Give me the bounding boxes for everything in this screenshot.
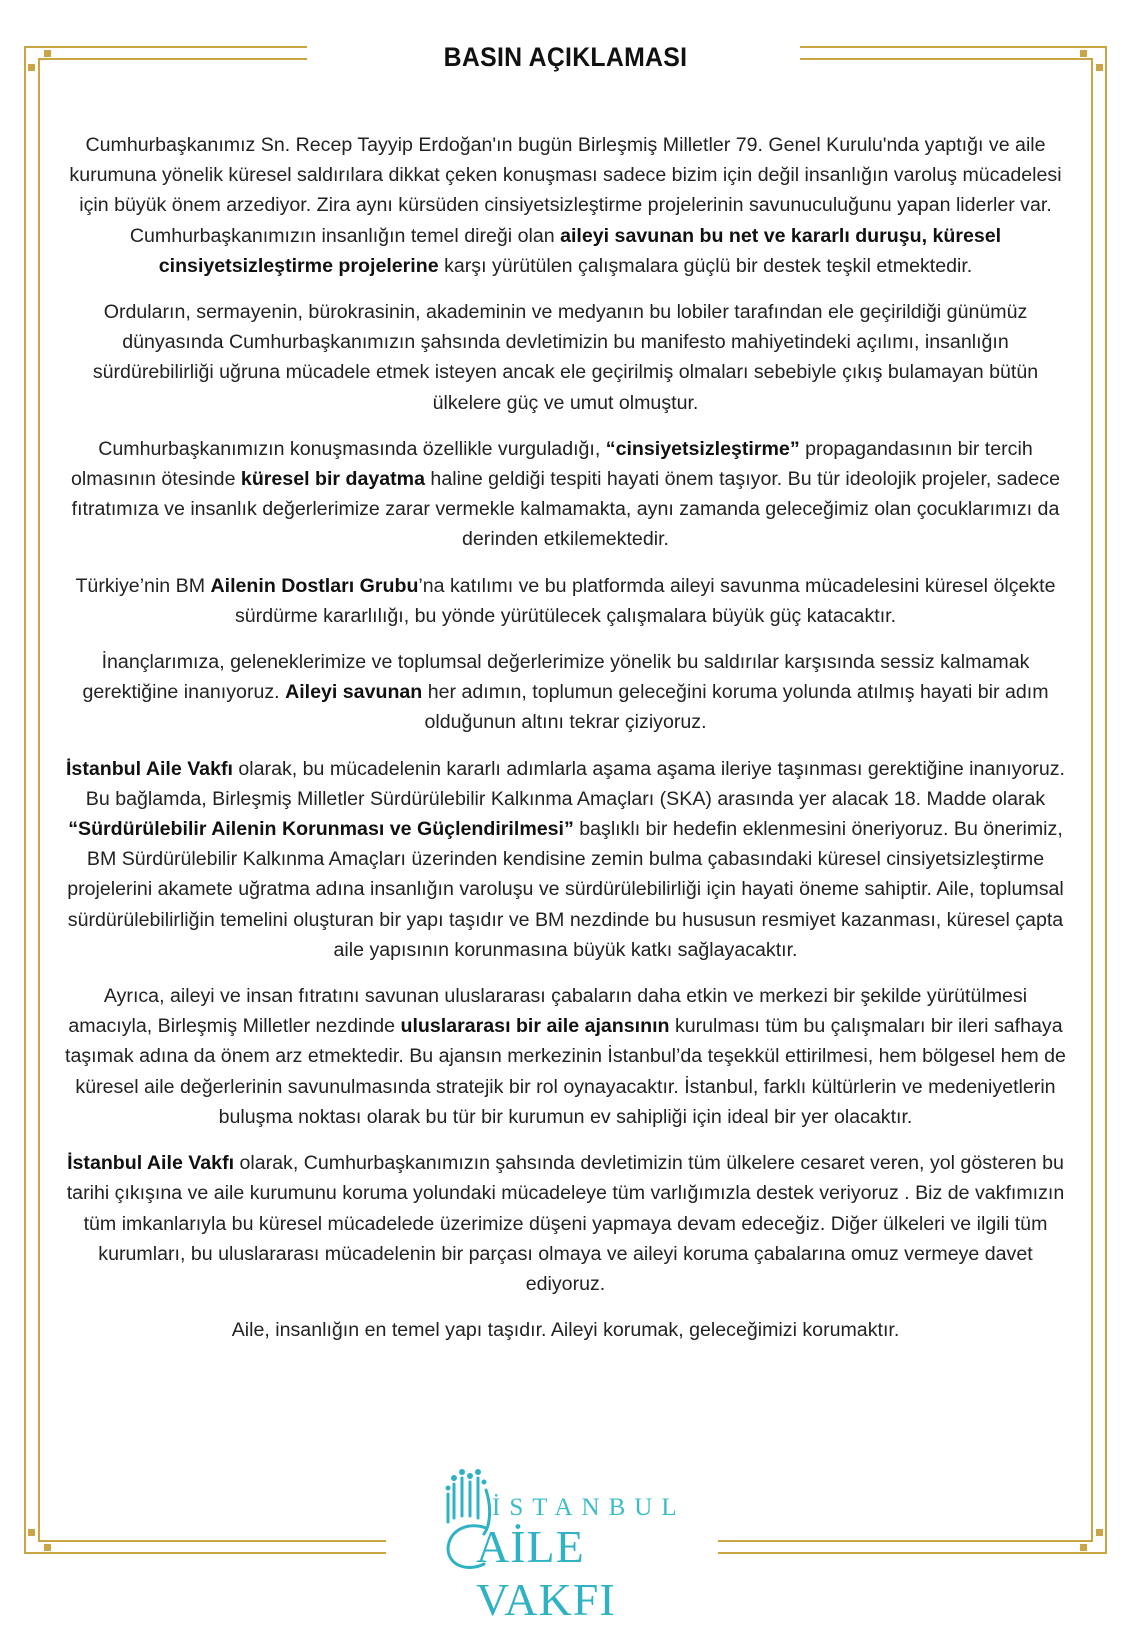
text-span: karşı yürütülen çalışmalara güçlü bir destek teşkil etmektedir. [438, 254, 973, 277]
paragraph [62, 297, 1069, 418]
bold-text: “Sürdürülebilir Ailenin Korunması ve Güçlendirilmesi” [68, 818, 574, 841]
text-span: başlıklı bir hedefin eklenmesini öneriyoruz. Bu önerimiz, BM Sürdürülebilir Kalkınma Amaçları üzerinden kendisine zemin bulma çabasındaki küresel cinsiyetsizleştirme projelerini akamete uğratma adına insanlığın varoluşu ve sürdürülebilirliği için hayati öneme sahiptir. Aile, toplumsal sürdürülebilirliğin temelini oluşturan bir yapı taşıdır ve BM nezdinde bu hususun resmiyet kazanması, küresel çapta aile yapısının korunmasına büyük katkı sağlayacaktır. [67, 818, 1064, 961]
text-span: kurulması tüm bu çalışmaları bir ileri safhaya taşımak adına da önem arz etmektedir. Bu ajansın merkezinin İstanbul’da teşekkül ettirilmesi, hem bölgesel hem de küresel aile değerlerinin savunulmasında stratejik bir rol oynayacaktır. İstanbul, farklı kültürlerin ve medeniyetlerin buluşma noktası olarak bu tür bir kurumun ev sahipliği için ideal bir yer olacaktır. [65, 1015, 1066, 1128]
paragraph [62, 754, 1069, 965]
bold-text: uluslararası bir aile ajansının [400, 1015, 670, 1038]
paragraph [62, 1148, 1069, 1299]
bold-text: Aileyi savunan [285, 681, 423, 704]
paragraph [62, 130, 1069, 281]
paragraph [62, 647, 1069, 738]
page-title: BASIN AÇIKLAMASI [443, 42, 688, 72]
text-span: Ayrıca, aileyi ve insan fıtratını savunan uluslararası çabaların daha etkin ve merkezi bir şekilde yürütülmesi amacıyla, Birleşmiş Milletler nezdinde [68, 985, 1028, 1038]
text-span: olarak, Cumhurbaşkanımızın şahsında devletimizin tüm ülkelere cesaret veren, yol gösteren bu tarihi çıkışına ve aile kurumunu koruma yolundaki mücadeleye tüm varlığımızla destek veriyoruz . Biz de vakfımızın tüm imkanlarıyla bu küresel mücadelede üzerimize düşeni yapmaya devam edeceğiz. Diğer ülkeleri ve ilgili tüm kurumları, bu uluslararası mücadelenin bir parçası olmaya ve aileyi koruma çabalarına omuz vermeye davet ediyoruz. [66, 1152, 1065, 1295]
text-span: Cumhurbaşkanımızın konuşmasında özellikle vurguladığı, [98, 437, 606, 460]
text-span: Aile, insanlığın en temel yapı taşıdır. Aileyi korumak, geleceğimizi korumaktır. [231, 1319, 900, 1342]
paragraph [62, 981, 1069, 1132]
logo-text-line2: AİLE VAKFI [476, 1521, 616, 1625]
bold-text: İstanbul Aile Vakfı [67, 1152, 235, 1175]
text-span: ’na katılımı ve bu platformda aileyi savunma mücadelesini küresel ölçekte sürdürme kararlılığı, bu yönde yürütülecek çalışmalara büyük güç katacaktır. [234, 574, 1056, 627]
text-span: olarak, bu mücadelenin kararlı adımlarla aşama aşama ileriye taşınması gerektiğine inanıyoruz. Bu bağlamda, Birleşmiş Milletler Sürdürülebilir Kalkınma Amaçları (SKA) arasında yer alacak 18. Madde olarak [85, 757, 1065, 810]
istanbul-aile-vakfi-logo [440, 1468, 686, 1625]
paragraph [62, 434, 1069, 555]
paragraph [62, 571, 1069, 631]
text-span: haline geldiği tespiti hayati önem taşıyor. Bu tür ideolojik projeler, sadece fıtratımıza ve insanlık değerlerimize zarar vermekle kalmamakta, aynı zamanda geleceğimiz olan çocuklarımızı da derinden etkilemektedir. [71, 468, 1060, 551]
bold-text: Ailenin Dostları Grubu [210, 574, 419, 597]
bold-text: İstanbul Aile Vakfı [65, 757, 233, 780]
text-span: Türkiye’nin BM [75, 574, 211, 597]
text-span: İnançlarımıza, geleneklerimize ve toplumsal değerlerimize yönelik bu saldırılar karşısında sessiz kalmamak gerektiğine inanıyoruz. [82, 651, 1030, 704]
text-span: Orduların, sermayenin, bürokrasinin, akademinin ve medyanın bu lobiler tarafından ele geçirildiği günümüz dünyasında Cumhurbaşkanımızın şahsında devletimizin bu manifesto mahiyetindeki açılımı, insanlığın sürdürebilirliği uğruna mücadele etmek isteyen ancak ele geçirilmiş olmaları sebebiyle çıkış bulamayan bütün ülkelere güç ve umut olmuştur. [92, 301, 1039, 414]
text-span: Cumhurbaşkanımız Sn. Recep Tayyip Erdoğan'ın bugün Birleşmiş Milletler 79. Genel Kurulu'nda yaptığı ve aile kurumuna yönelik küresel saldırılara dikkat çeken konuşması sadece bizim için değil insanlığın varoluş mücadelesi için büyük önem arzediyor. Zira aynı kürsüden cinsiyetsizleştirme projelerinin savunuculuğunu yapan liderler var. Cumhurbaşkanımızın insanlığın temel direği olan [69, 134, 1062, 247]
logo-text-line1: İSTANBUL [492, 1494, 686, 1521]
paragraph [62, 1315, 1069, 1345]
bold-text: “cinsiyetsizleştirme” [605, 437, 800, 460]
press-release-body [62, 130, 1069, 1361]
text-span: her adımın, toplumun geleceğini koruma yolunda atılmış hayati bir adım olduğunun altını tekrar çiziyoruz. [422, 681, 1049, 734]
bold-text: aileyi savunan bu net ve kararlı duruşu, küresel cinsiyetsizleştirme projelerine [158, 224, 1002, 277]
bold-text: küresel bir dayatma [240, 468, 425, 491]
text-span: propagandasının bir tercih olmasının ötesinde [71, 437, 1033, 491]
